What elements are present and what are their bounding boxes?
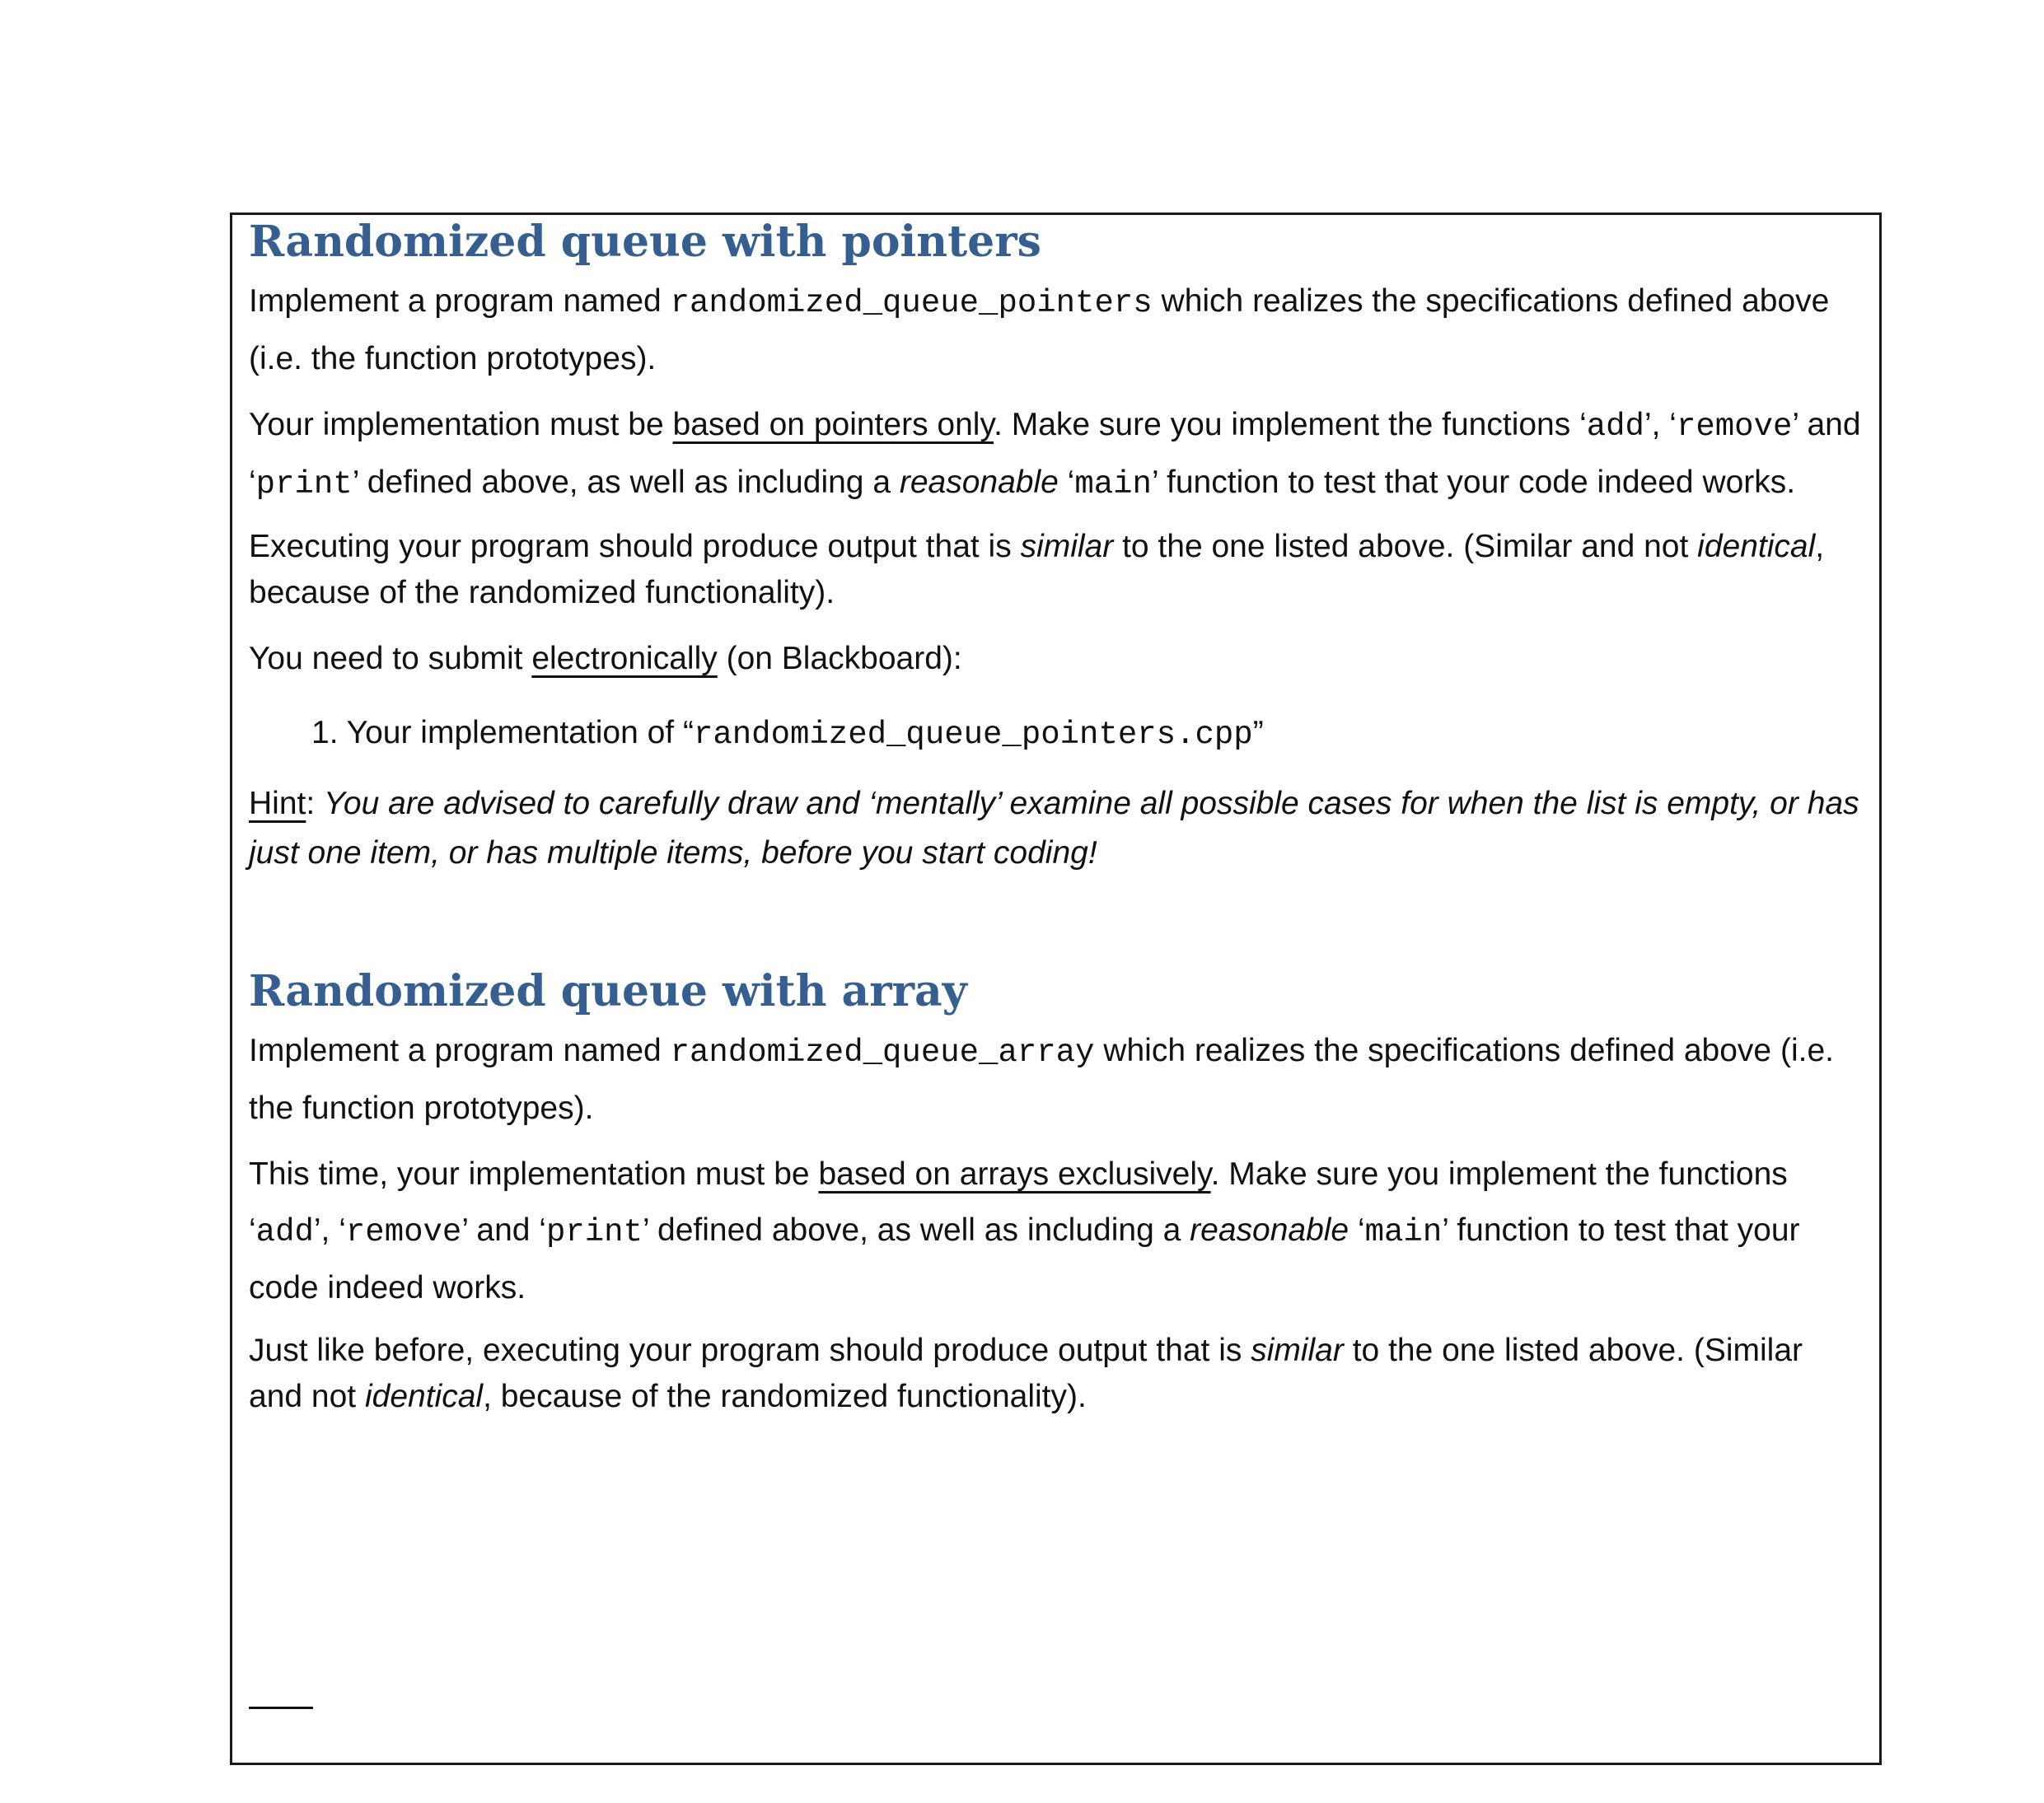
document-content [249, 213, 1864, 1420]
text: ’ and ‘ [249, 407, 1861, 500]
paragraph-submit [249, 636, 1864, 682]
italic-text: identical [1697, 529, 1816, 564]
text: Implement a program named [249, 1033, 671, 1068]
text: Executing your program should produce output that is [249, 529, 1021, 564]
program-name-code: randomized_queue_array [670, 1035, 1095, 1071]
code-main: main [1074, 466, 1152, 502]
underlined-text: based on pointers only [672, 407, 994, 442]
code-print: print [255, 466, 353, 502]
text: : [306, 786, 325, 821]
underlined-text: electronically [531, 641, 718, 676]
code-add: add [255, 1214, 314, 1250]
paragraph-array-intro [249, 1023, 1864, 1137]
paragraph-pointers-requirements [249, 397, 1864, 512]
paragraph-pointers-intro [249, 273, 1864, 387]
text: . Make sure you implement the functions ‘ [249, 1156, 1788, 1248]
text: ’ function to test that your code indeed works. [249, 1212, 1800, 1306]
text: ” [1252, 715, 1264, 750]
filename-code: randomized_queue_pointers.cpp [693, 717, 1253, 753]
code-main: main [1364, 1214, 1443, 1250]
paragraph-array-output [249, 1328, 1864, 1420]
text: , because of the randomized functionality). [249, 529, 1825, 610]
text: , because of the randomized functionality). [483, 1379, 1087, 1414]
italic-text: reasonable [1190, 1212, 1349, 1248]
text: Your implementation must be [249, 407, 673, 442]
program-name-code: randomized_queue_pointers [670, 285, 1153, 321]
text: This time, your implementation must be [249, 1156, 819, 1192]
hint-text: You are advised to carefully draw and ‘mentally’ examine all possible cases for when the list is empty, or has just one item, or has multiple items, before you start coding! [249, 786, 1859, 871]
code-add: add [1586, 409, 1644, 445]
code-print: print [545, 1214, 643, 1250]
text: Implement a program named [249, 283, 671, 319]
italic-text: similar [1020, 529, 1114, 564]
italic-text: reasonable [899, 465, 1059, 500]
code-remove: remove [1676, 409, 1793, 445]
text: ’, ‘ [313, 1212, 346, 1248]
section-heading-array: Randomized queue with array [249, 966, 967, 1016]
text: ’, ‘ [1644, 407, 1677, 442]
paragraph-array-requirements [249, 1147, 1864, 1316]
text: Just like before, executing your program should produce output that is [249, 1333, 1251, 1368]
text: ’ defined above, as well as including a [352, 465, 900, 500]
text: which realizes the specifications defined above (i.e. the function prototypes). [249, 283, 1830, 376]
text: ’ and ‘ [461, 1212, 546, 1248]
submission-list-item [249, 705, 1864, 763]
text: ‘ [1058, 465, 1075, 500]
italic-text: similar [1251, 1333, 1344, 1368]
code-remove: remove [345, 1214, 462, 1250]
text: which realizes the specifications defined above (i.e. the function prototypes). [249, 1033, 1834, 1126]
section-heading-pointers: Randomized queue with pointers [249, 217, 1041, 267]
footnote-separator [249, 1707, 313, 1709]
hint-label: Hint [249, 786, 306, 821]
text: to the one listed above. (Similar and not [1113, 529, 1698, 564]
text: ‘ [1349, 1212, 1365, 1248]
text: Your implementation of “ [346, 715, 694, 750]
italic-text: identical [364, 1379, 484, 1414]
text: ’ function to test that your code indeed works. [1151, 465, 1796, 500]
text: ’ defined above, as well as including a [642, 1212, 1190, 1248]
text: to the one listed above. (Similar and not [249, 1333, 1803, 1414]
text: . Make sure you implement the functions ‘ [994, 407, 1587, 442]
paragraph-pointers-output [249, 524, 1864, 616]
underlined-text: based on arrays exclusively [818, 1156, 1211, 1192]
text: You need to submit [249, 641, 532, 676]
list-number: 1. [311, 715, 339, 750]
text: (on Blackboard): [717, 641, 962, 676]
paragraph-hint [249, 779, 1864, 878]
